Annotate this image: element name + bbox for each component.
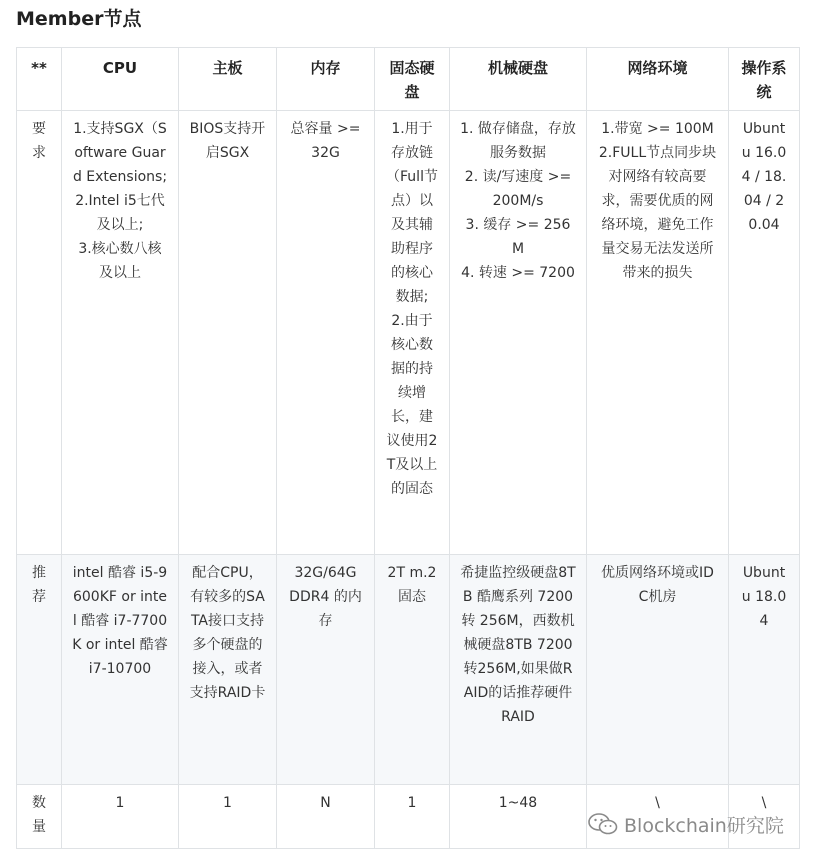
table-cell xyxy=(179,111,277,555)
cell-text: 总容量 >= 32G xyxy=(290,121,361,161)
cell-text: 1. 做存储盘，存放服务数据 xyxy=(460,121,576,161)
cell-text: Ubuntu 18.04 xyxy=(741,565,787,629)
cell-text: 2.由于核心数据的持续增长，建议使用2T及以上的固态 xyxy=(386,313,438,497)
table-cell xyxy=(179,555,277,785)
row-label: 数量 xyxy=(17,785,62,849)
cell-text: BIOS支持开启SGX xyxy=(189,121,266,161)
wechat-icon xyxy=(588,812,618,836)
cell-text: 1.支持SGX（Software Guard Extensions; xyxy=(72,121,168,185)
cell-text: 2.FULL节点同步块对网络有较高要求，需要优质的网络环境，避免工作量交易无法发送所带来的损失 xyxy=(598,145,717,281)
header-cell: CPU xyxy=(62,48,179,111)
table-cell xyxy=(587,555,729,785)
page-title: Member节点 xyxy=(16,8,142,30)
table-cell xyxy=(375,111,450,555)
cell-text: 优质网络环境或IDC机房 xyxy=(601,565,714,605)
header-cell: 操作系统 xyxy=(729,48,800,111)
header-cell: 主板 xyxy=(179,48,277,111)
table-cell: 1~48 xyxy=(450,785,587,849)
row-label: 要求 xyxy=(17,111,62,555)
cell-text: 1.带宽 >= 100M xyxy=(601,121,714,137)
table-row-recommended xyxy=(17,555,800,785)
header-cell: 网络环境 xyxy=(587,48,729,111)
cell-text: 1.用于存放链（Full节点）以及其辅助程序的核心数据; xyxy=(386,121,438,305)
row-label: 推荐 xyxy=(17,555,62,785)
table-cell xyxy=(729,111,800,555)
watermark xyxy=(588,810,784,838)
table-cell xyxy=(450,111,587,555)
cell-text: 2. 读/写速度 >= 200M/s xyxy=(464,169,572,209)
header-cell: 固态硬盘 xyxy=(375,48,450,111)
cell-text: intel 酷睿 i5-9600KF or intel 酷睿 i7-7700K or intel 酷睿 i7-10700 xyxy=(72,565,168,677)
cell-text: 2T m.2固态 xyxy=(387,565,437,605)
table-cell: \ xyxy=(587,785,729,849)
table-cell xyxy=(62,555,179,785)
table-cell xyxy=(587,111,729,555)
table-cell xyxy=(277,111,375,555)
watermark-text: Blockchain研究院 xyxy=(624,814,784,837)
header-cell: 机械硬盘 xyxy=(450,48,587,111)
table-cell: 1 xyxy=(179,785,277,849)
cell-text: 3. 缓存 >= 256M xyxy=(465,217,571,257)
cell-text: 希捷监控级硬盘8TB 酷鹰系列 7200转 256M，西数机械硬盘8TB 7200转256M,如果做RAID的话推荐硬件RAID xyxy=(460,565,576,725)
table-cell xyxy=(729,555,800,785)
header-cell: ** xyxy=(17,48,62,111)
cell-text: 2.Intel i5七代及以上; xyxy=(75,193,165,233)
table-header-row xyxy=(17,48,800,111)
table-cell: \ xyxy=(729,785,800,849)
cell-text: 4. 转速 >= 7200 xyxy=(461,265,575,281)
member-node-spec-table xyxy=(16,47,800,849)
cell-text: 32G/64G DDR4 的内存 xyxy=(289,565,362,629)
table-cell xyxy=(62,111,179,555)
cell-text: 配合CPU，有较多的SATA接口支持多个硬盘的接入，或者支持RAID卡 xyxy=(189,565,266,701)
header-cell: 内存 xyxy=(277,48,375,111)
cell-text: Ubuntu 16.04 / 18.04 / 20.04 xyxy=(741,121,787,233)
table-cell: N xyxy=(277,785,375,849)
table-cell: 1 xyxy=(375,785,450,849)
table-row-requirements xyxy=(17,111,800,555)
cell-text: 3.核心数八核及以上 xyxy=(78,241,162,281)
table-cell xyxy=(450,555,587,785)
table-cell: 1 xyxy=(62,785,179,849)
table-cell xyxy=(277,555,375,785)
table-cell xyxy=(375,555,450,785)
